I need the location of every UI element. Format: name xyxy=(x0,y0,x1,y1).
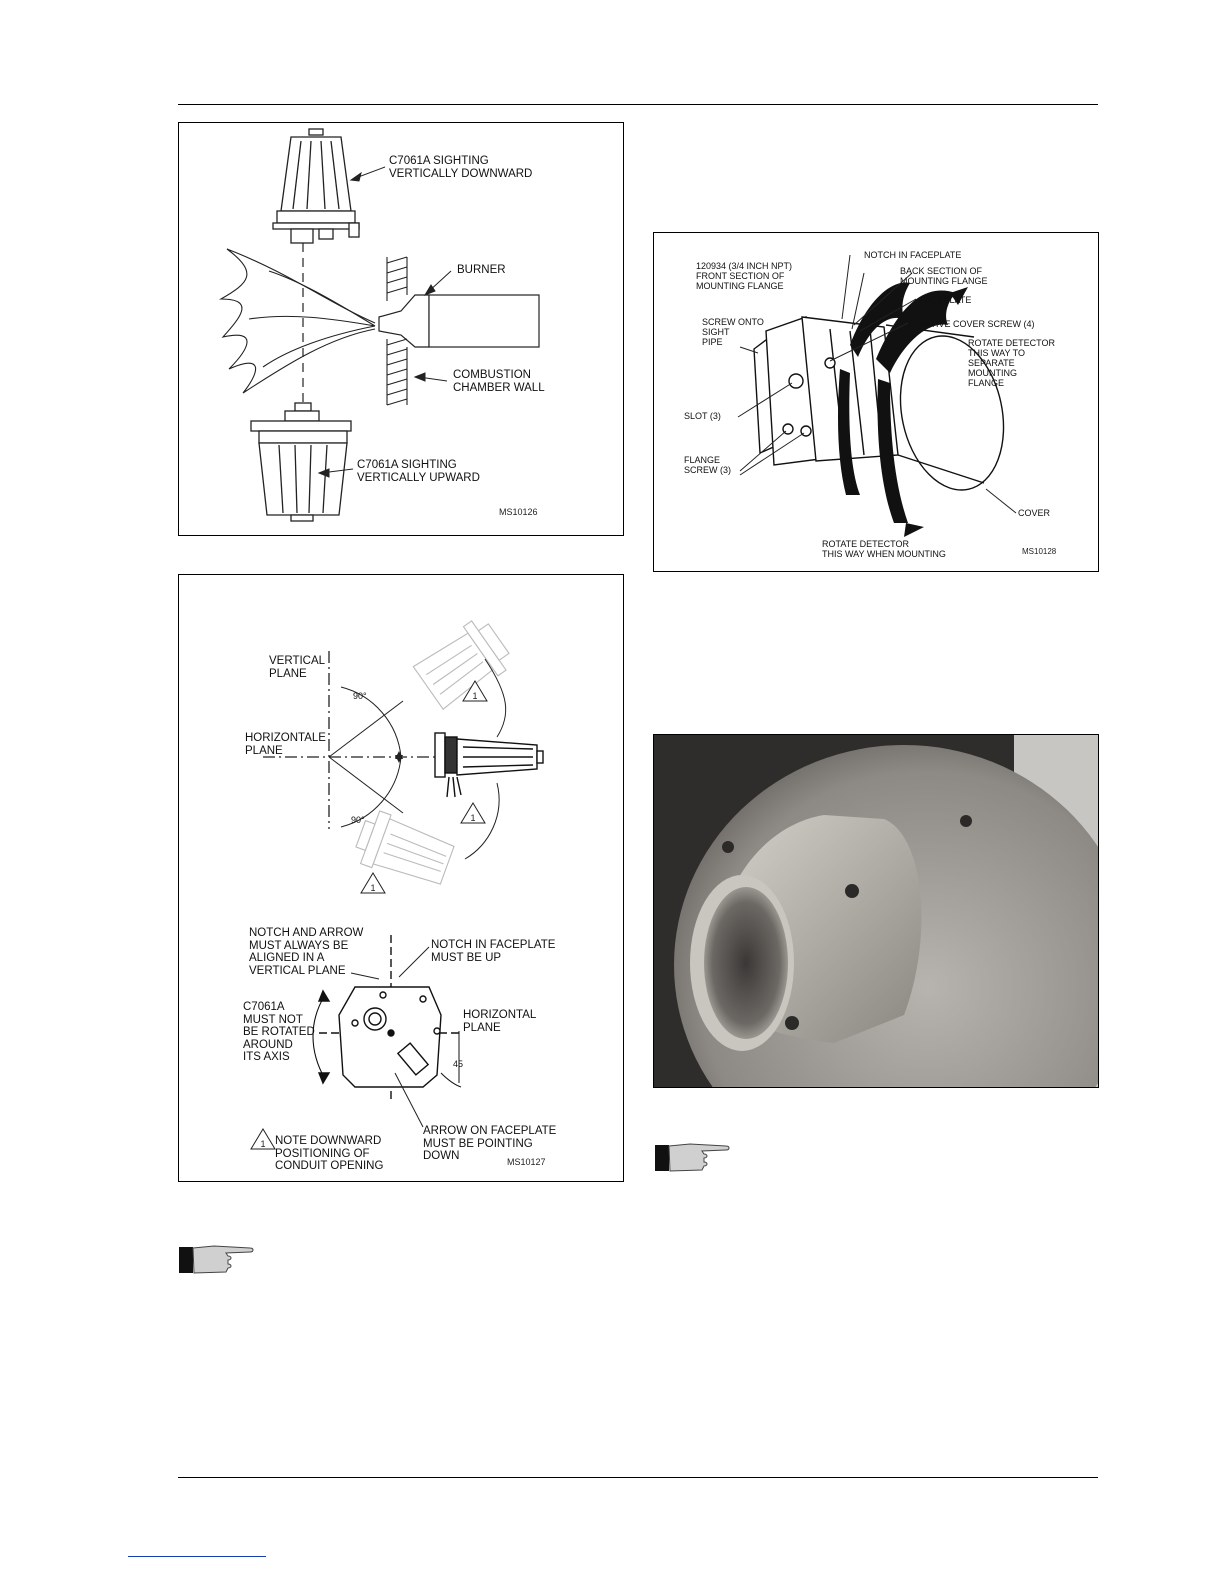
label-captive-screw: CAPTIVE COVER SCREW (4) xyxy=(912,319,1035,329)
label-flange-screw: FLANGE SCREW (3) xyxy=(684,455,731,475)
header-rule xyxy=(178,104,1098,105)
detector-horizontal xyxy=(435,733,543,797)
figure-code: MS10128 xyxy=(1022,547,1057,556)
flame xyxy=(221,249,375,393)
figure-mounting-flange xyxy=(653,232,1099,572)
warning-mark: 1 xyxy=(472,691,478,701)
label-note: NOTE DOWNWARD POSITIONING OF CONDUIT OPENING xyxy=(275,1135,384,1172)
label-sighting-up: C7061A SIGHTING VERTICALLY UPWARD xyxy=(357,459,480,484)
label-burner: BURNER xyxy=(457,264,506,276)
label-back-section: BACK SECTION OF MOUNTING FLANGE xyxy=(900,266,988,286)
figure-mounting-limits xyxy=(178,574,624,1182)
label-faceplate: FACEPLATE xyxy=(920,295,972,305)
label-45: 45 xyxy=(453,1059,464,1069)
detector-ghost-upper xyxy=(411,614,516,712)
pointing-hand-icon xyxy=(178,1242,258,1278)
warning-mark: 1 xyxy=(370,883,376,893)
label-screw-onto: SCREW ONTO SIGHT PIPE xyxy=(702,317,764,347)
label-not-rotated: C7061A MUST NOT BE ROTATED AROUND ITS AXIS xyxy=(243,1001,315,1063)
pointing-hand-icon xyxy=(654,1140,734,1176)
burner xyxy=(379,295,539,347)
figure-sighting-orientation xyxy=(178,122,624,536)
label-notch-arrow: NOTCH AND ARROW MUST ALWAYS BE ALIGNED IN A VERTICAL PLANE xyxy=(249,927,364,977)
mounting-limits-drawing xyxy=(179,575,623,1181)
detector-ghost-lower xyxy=(351,807,457,891)
label-horizontale-plane: HORIZONTALE PLANE xyxy=(245,732,326,757)
label-rotate-separate: ROTATE DETECTOR THIS WAY TO SEPARATE MOUNTING FLANGE xyxy=(968,338,1056,388)
label-horizontal-plane: HORIZONTAL PLANE xyxy=(463,1009,537,1034)
detector-downward xyxy=(273,129,359,243)
detector-upward xyxy=(251,403,351,521)
warning-mark: 1 xyxy=(260,1139,266,1149)
footer-link-underline[interactable] xyxy=(128,1556,266,1557)
label-sighting-down: C7061A SIGHTING VERTICALLY DOWNWARD xyxy=(389,155,533,180)
label-arrow-down: ARROW ON FACEPLATE MUST BE POINTING DOWN xyxy=(423,1125,557,1162)
label-wall: COMBUSTION CHAMBER WALL xyxy=(453,369,545,394)
figure-code: MS10127 xyxy=(507,1157,546,1167)
footer-rule xyxy=(178,1477,1098,1478)
figure-code: MS10126 xyxy=(499,507,538,517)
label-notch-faceplate: NOTCH IN FACEPLATE xyxy=(864,250,962,260)
label-vertical-plane: VERTICAL PLANE xyxy=(269,655,326,680)
photo-flange-render xyxy=(654,735,1098,1087)
label-notch-up: NOTCH IN FACEPLATE MUST BE UP xyxy=(431,939,556,964)
label-angle-top: 90° xyxy=(353,691,367,701)
label-slot: SLOT (3) xyxy=(684,411,721,421)
label-angle-bottom: 90° xyxy=(351,815,365,825)
label-cover: COVER xyxy=(1018,508,1051,518)
photo-mounting-flange xyxy=(653,734,1099,1088)
label-rotate-mounting: ROTATE DETECTOR THIS WAY WHEN MOUNTING xyxy=(822,539,946,559)
label-front-section: 120934 (3/4 INCH NPT) FRONT SECTION OF MOUNTING FLANGE xyxy=(696,261,793,291)
warning-mark: 1 xyxy=(470,813,476,823)
